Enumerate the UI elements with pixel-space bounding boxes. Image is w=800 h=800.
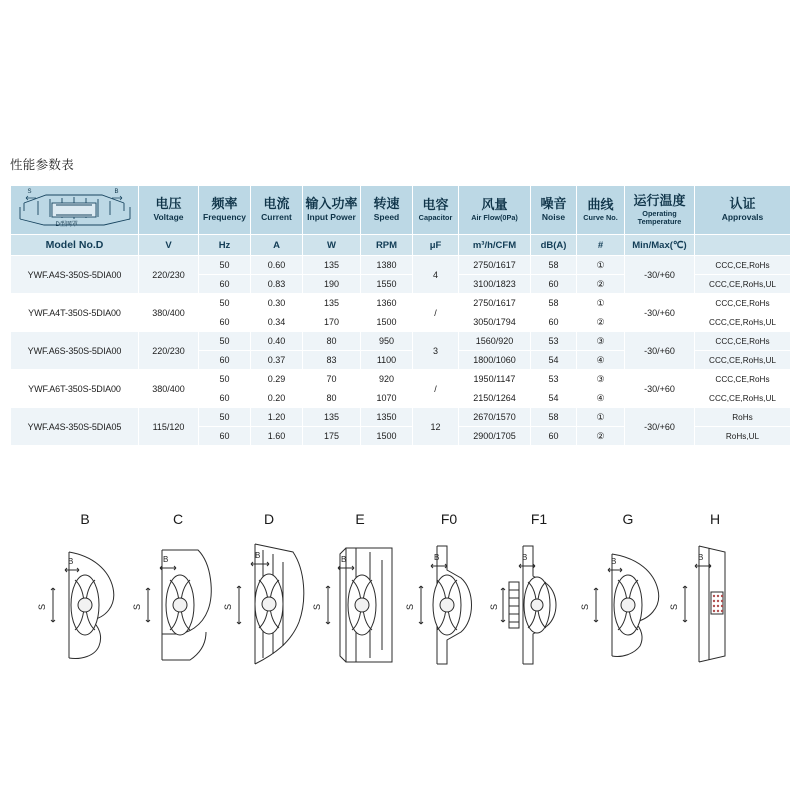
cell-airflow: 2900/1705 bbox=[459, 427, 531, 446]
cell-approvals: CCC,CE,RoHs bbox=[695, 332, 791, 351]
cell-approvals: RoHs,UL bbox=[695, 427, 791, 446]
cell-approvals: CCC,CE,RoHs,UL bbox=[695, 389, 791, 408]
cell-approvals: CCC,CE,RoHs bbox=[695, 256, 791, 275]
cell-input-power: 135 bbox=[303, 256, 361, 275]
drawing-svg-b bbox=[35, 530, 135, 680]
unit-input-power: W bbox=[303, 235, 361, 256]
unit-curve: # bbox=[577, 235, 625, 256]
drawing-label-h: H bbox=[709, 511, 721, 527]
cell-airflow: 1950/1147 bbox=[459, 370, 531, 389]
header-airflow bbox=[459, 186, 531, 235]
drawing-dim-v-h: S bbox=[669, 603, 679, 610]
cell-current: 0.29 bbox=[251, 370, 303, 389]
header-frequency-en: Frequency bbox=[203, 212, 246, 223]
specification-table bbox=[10, 185, 791, 446]
drawing-dim-v-d: S bbox=[223, 603, 233, 610]
table-row bbox=[11, 256, 791, 275]
fan-icon-label-b-right: B bbox=[114, 189, 119, 195]
cell-model: YWF.A4T-350S-5DIA00 bbox=[11, 294, 139, 332]
drawing-dim-h-c: B bbox=[163, 555, 169, 564]
unit-airflow: m³/h/CFM bbox=[459, 235, 531, 256]
header-speed bbox=[361, 186, 413, 235]
page-title: 性能参数表 bbox=[10, 158, 75, 172]
cell-input-power: 175 bbox=[303, 427, 361, 446]
cell-airflow: 1560/920 bbox=[459, 332, 531, 351]
header-current-cn: 电流 bbox=[263, 196, 290, 212]
cell-noise: 58 bbox=[531, 408, 577, 427]
unit-noise: dB(A) bbox=[531, 235, 577, 256]
cell-frequency: 60 bbox=[199, 275, 251, 294]
cell-frequency: 50 bbox=[199, 408, 251, 427]
header-cell-fan-icon bbox=[11, 186, 139, 235]
header-airflow-cn: 风量 bbox=[481, 196, 508, 212]
header-speed-en: Speed bbox=[373, 212, 400, 223]
drawing-dim-h-h: B bbox=[698, 553, 704, 562]
cell-speed: 920 bbox=[361, 370, 413, 389]
drawing-dim-v-g: S bbox=[580, 603, 590, 610]
cell-voltage: 380/400 bbox=[139, 370, 199, 408]
header-noise-en: Noise bbox=[541, 212, 566, 223]
cell-input-power: 80 bbox=[303, 389, 361, 408]
cell-curve: ② bbox=[577, 275, 625, 294]
cell-curve: ② bbox=[577, 313, 625, 332]
cell-current: 0.20 bbox=[251, 389, 303, 408]
drawing-dim-v-e: S bbox=[312, 603, 322, 610]
cell-airflow: 2150/1264 bbox=[459, 389, 531, 408]
cell-frequency: 50 bbox=[199, 256, 251, 275]
cell-capacitor: / bbox=[413, 294, 459, 332]
cell-airflow: 1800/1060 bbox=[459, 351, 531, 370]
cell-temperature: -30/+60 bbox=[625, 408, 695, 446]
cell-approvals: CCC,CE,RoHs bbox=[695, 370, 791, 389]
drawing-f0 bbox=[399, 508, 499, 688]
unit-voltage: V bbox=[139, 235, 199, 256]
header-approvals bbox=[695, 186, 791, 235]
table-row bbox=[11, 408, 791, 427]
mounting-drawings bbox=[0, 508, 800, 688]
unit-current: A bbox=[251, 235, 303, 256]
cell-curve: ③ bbox=[577, 332, 625, 351]
header-temperature-cn: 运行温度 bbox=[633, 192, 686, 208]
header-temperature-en: Operating Temperature bbox=[637, 208, 682, 226]
cell-input-power: 70 bbox=[303, 370, 361, 389]
cell-voltage: 220/230 bbox=[139, 256, 199, 294]
cell-airflow: 2750/1617 bbox=[459, 256, 531, 275]
drawing-label-f1: F1 bbox=[530, 511, 548, 527]
header-capacitor-en: Capacitor bbox=[418, 212, 453, 222]
cell-speed: 1100 bbox=[361, 351, 413, 370]
cell-approvals: CCC,CE,RoHs,UL bbox=[695, 351, 791, 370]
cell-voltage: 380/400 bbox=[139, 294, 199, 332]
cell-current: 0.37 bbox=[251, 351, 303, 370]
cell-current: 1.60 bbox=[251, 427, 303, 446]
table-row bbox=[11, 332, 791, 351]
cell-frequency: 50 bbox=[199, 332, 251, 351]
unit-frequency: Hz bbox=[199, 235, 251, 256]
cell-noise: 53 bbox=[531, 332, 577, 351]
drawing-h bbox=[665, 508, 765, 688]
cell-noise: 60 bbox=[531, 275, 577, 294]
cell-noise: 53 bbox=[531, 370, 577, 389]
drawing-dim-v-b: S bbox=[37, 603, 47, 610]
header-voltage-cn: 电压 bbox=[155, 196, 182, 212]
table-header-row-primary bbox=[11, 186, 791, 235]
cell-airflow: 3050/1794 bbox=[459, 313, 531, 332]
cell-curve: ④ bbox=[577, 389, 625, 408]
cell-current: 0.40 bbox=[251, 332, 303, 351]
cell-noise: 54 bbox=[531, 351, 577, 370]
unit-speed: RPM bbox=[361, 235, 413, 256]
fan-icon-label-guard-type: D型网罩 bbox=[55, 222, 78, 228]
header-capacitor bbox=[413, 186, 459, 235]
fan-guard-icon bbox=[16, 189, 134, 231]
cell-approvals: CCC,CE,RoHs bbox=[695, 294, 791, 313]
unit-model: Model No.D bbox=[11, 235, 139, 256]
cell-input-power: 135 bbox=[303, 408, 361, 427]
cell-frequency: 50 bbox=[199, 294, 251, 313]
cell-approvals: CCC,CE,RoHs,UL bbox=[695, 275, 791, 294]
cell-capacitor: 12 bbox=[413, 408, 459, 446]
header-noise bbox=[531, 186, 577, 235]
header-curve-en: Curve No. bbox=[583, 212, 618, 222]
drawing-dim-h-g: B bbox=[611, 557, 617, 566]
header-input-power-en: Input Power bbox=[307, 212, 356, 223]
cell-frequency: 60 bbox=[199, 427, 251, 446]
cell-input-power: 80 bbox=[303, 332, 361, 351]
cell-current: 0.34 bbox=[251, 313, 303, 332]
cell-noise: 58 bbox=[531, 256, 577, 275]
drawing-label-e: E bbox=[355, 511, 365, 527]
cell-approvals: CCC,CE,RoHs,UL bbox=[695, 313, 791, 332]
header-frequency-cn: 频率 bbox=[211, 196, 238, 212]
cell-current: 0.30 bbox=[251, 294, 303, 313]
drawing-svg-g bbox=[578, 530, 678, 680]
cell-speed: 1500 bbox=[361, 313, 413, 332]
drawing-d bbox=[219, 508, 319, 688]
drawing-svg-c bbox=[128, 530, 228, 680]
cell-speed: 950 bbox=[361, 332, 413, 351]
unit-approvals bbox=[695, 235, 791, 256]
drawing-label-b: B bbox=[80, 511, 90, 527]
drawing-b bbox=[35, 508, 135, 688]
header-capacitor-cn: 电容 bbox=[422, 196, 449, 212]
cell-curve: ① bbox=[577, 294, 625, 313]
cell-speed: 1500 bbox=[361, 427, 413, 446]
cell-model: YWF.A4S-350S-5DIA05 bbox=[11, 408, 139, 446]
header-frequency bbox=[199, 186, 251, 235]
cell-voltage: 220/230 bbox=[139, 332, 199, 370]
cell-speed: 1550 bbox=[361, 275, 413, 294]
drawing-dim-h-e: B bbox=[341, 555, 347, 564]
cell-speed: 1070 bbox=[361, 389, 413, 408]
cell-noise: 60 bbox=[531, 427, 577, 446]
cell-speed: 1350 bbox=[361, 408, 413, 427]
cell-model: YWF.A4S-350S-5DIA00 bbox=[11, 256, 139, 294]
cell-curve: ④ bbox=[577, 351, 625, 370]
header-approvals-en: Approvals bbox=[721, 212, 764, 223]
cell-frequency: 60 bbox=[199, 351, 251, 370]
cell-curve: ② bbox=[577, 427, 625, 446]
cell-model: YWF.A6S-350S-5DIA00 bbox=[11, 332, 139, 370]
drawing-svg-d bbox=[219, 530, 319, 680]
table-row bbox=[11, 294, 791, 313]
fan-icon-label-s-left: S bbox=[27, 189, 32, 195]
header-speed-cn: 转速 bbox=[373, 196, 400, 212]
cell-current: 0.60 bbox=[251, 256, 303, 275]
header-curve bbox=[577, 186, 625, 235]
drawing-f1 bbox=[489, 508, 589, 688]
unit-capacitor: μF bbox=[413, 235, 459, 256]
cell-noise: 60 bbox=[531, 313, 577, 332]
header-airflow-en: Air Flow(0Pa) bbox=[471, 212, 518, 222]
header-voltage-en: Voltage bbox=[153, 212, 184, 223]
cell-speed: 1360 bbox=[361, 294, 413, 313]
cell-noise: 54 bbox=[531, 389, 577, 408]
drawing-svg-f0 bbox=[399, 530, 499, 680]
cell-temperature: -30/+60 bbox=[625, 370, 695, 408]
cell-current: 0.83 bbox=[251, 275, 303, 294]
cell-input-power: 135 bbox=[303, 294, 361, 313]
cell-airflow: 2670/1570 bbox=[459, 408, 531, 427]
cell-capacitor: 4 bbox=[413, 256, 459, 294]
drawing-dim-v-f1: S bbox=[489, 603, 499, 610]
unit-temperature: Min/Max(℃) bbox=[625, 235, 695, 256]
table-row bbox=[11, 370, 791, 389]
header-voltage bbox=[139, 186, 199, 235]
cell-voltage: 115/120 bbox=[139, 408, 199, 446]
drawing-label-d: D bbox=[263, 511, 275, 527]
cell-noise: 58 bbox=[531, 294, 577, 313]
cell-curve: ① bbox=[577, 408, 625, 427]
header-input-power bbox=[303, 186, 361, 235]
header-approvals-cn: 认证 bbox=[729, 196, 756, 212]
cell-frequency: 60 bbox=[199, 313, 251, 332]
header-current bbox=[251, 186, 303, 235]
drawing-label-f0: F0 bbox=[440, 511, 458, 527]
cell-curve: ③ bbox=[577, 370, 625, 389]
header-noise-cn: 噪音 bbox=[540, 196, 567, 212]
drawing-c bbox=[128, 508, 228, 688]
cell-capacitor: / bbox=[413, 370, 459, 408]
header-curve-cn: 曲线 bbox=[587, 196, 614, 212]
header-current-en: Current bbox=[261, 212, 292, 223]
cell-capacitor: 3 bbox=[413, 332, 459, 370]
drawing-e bbox=[310, 508, 410, 688]
drawing-dim-h-b: B bbox=[68, 557, 74, 566]
drawing-svg-h bbox=[665, 530, 765, 680]
cell-current: 1.20 bbox=[251, 408, 303, 427]
drawing-dim-h-f1: B bbox=[522, 553, 528, 562]
drawing-g bbox=[578, 508, 678, 688]
cell-temperature: -30/+60 bbox=[625, 256, 695, 294]
cell-temperature: -30/+60 bbox=[625, 332, 695, 370]
cell-curve: ① bbox=[577, 256, 625, 275]
header-temperature bbox=[625, 186, 695, 235]
cell-temperature: -30/+60 bbox=[625, 294, 695, 332]
cell-frequency: 60 bbox=[199, 389, 251, 408]
drawing-label-c: C bbox=[172, 511, 184, 527]
drawing-dim-v-f0: S bbox=[405, 603, 415, 610]
cell-approvals: RoHs bbox=[695, 408, 791, 427]
cell-speed: 1380 bbox=[361, 256, 413, 275]
drawing-dim-h-f0: B bbox=[434, 553, 440, 562]
drawing-dim-v-c: S bbox=[132, 603, 142, 610]
table-header-row-units bbox=[11, 235, 791, 256]
cell-frequency: 50 bbox=[199, 370, 251, 389]
drawing-dim-h-d: B bbox=[255, 551, 261, 560]
drawing-label-g: G bbox=[622, 511, 634, 527]
cell-model: YWF.A6T-350S-5DIA00 bbox=[11, 370, 139, 408]
drawing-svg-e bbox=[310, 530, 410, 680]
header-input-power-cn: 输入功率 bbox=[305, 196, 358, 212]
cell-input-power: 190 bbox=[303, 275, 361, 294]
cell-airflow: 3100/1823 bbox=[459, 275, 531, 294]
cell-airflow: 2750/1617 bbox=[459, 294, 531, 313]
cell-input-power: 83 bbox=[303, 351, 361, 370]
drawing-svg-f1 bbox=[489, 530, 589, 680]
cell-input-power: 170 bbox=[303, 313, 361, 332]
